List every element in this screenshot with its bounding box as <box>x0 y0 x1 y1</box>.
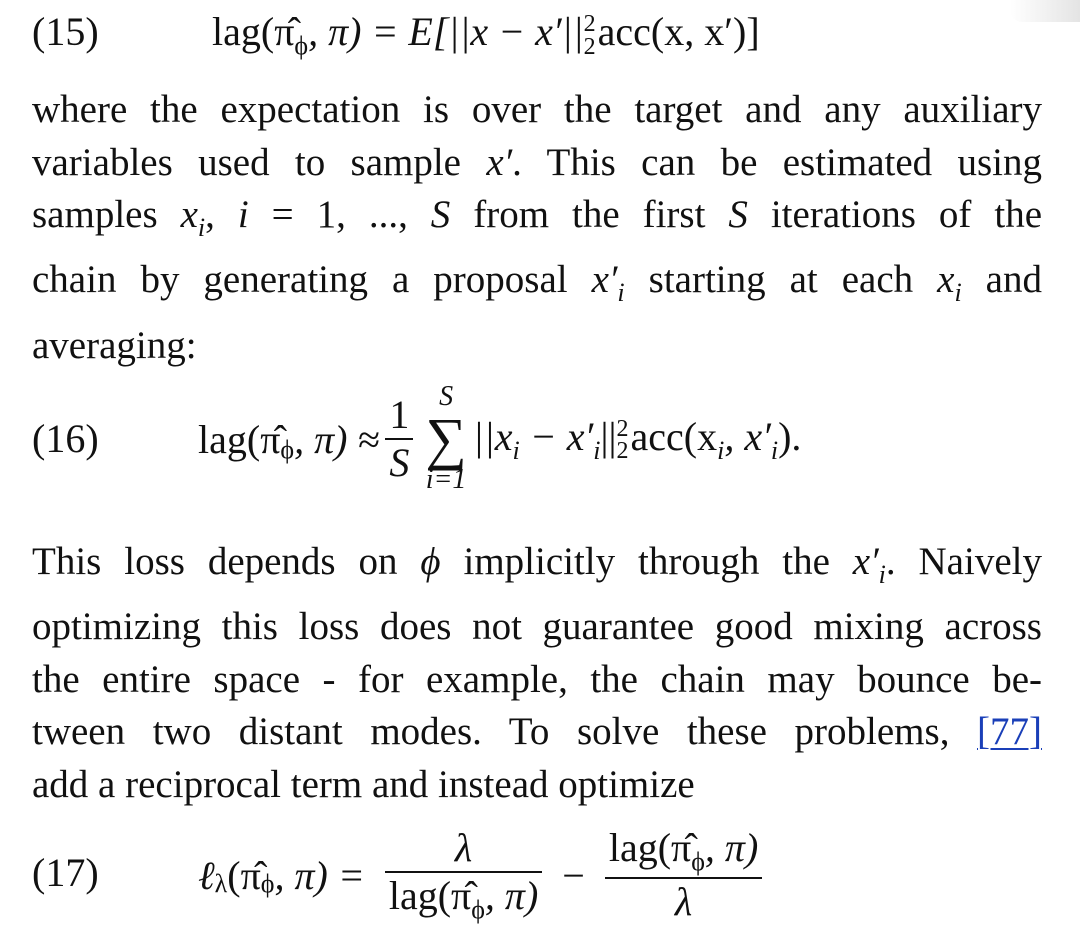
paragraph-2-line-1 <box>32 536 1042 601</box>
text-span: implicitly through the <box>440 540 853 583</box>
text-span: = 1, ..., <box>248 193 431 236</box>
equation-number: (17) <box>32 850 99 895</box>
eq17-frac1-num: λ <box>454 825 473 871</box>
text-span: iterations of the <box>747 193 1043 236</box>
eq15-norm-sub: 2 <box>583 33 596 60</box>
math-part: lag(π̂ <box>388 873 472 919</box>
math-sub: i <box>878 559 886 589</box>
eq17-frac2-num <box>605 825 762 877</box>
equation-16 <box>32 365 1052 515</box>
math-sub: ϕ <box>471 895 485 925</box>
math-part: − x′ <box>519 413 594 459</box>
equation-17-body <box>198 815 768 935</box>
equation-15 <box>32 8 1052 64</box>
eq15-lhs-tail: , π) = E[||x − x′|| <box>308 9 584 54</box>
citation-link-77[interactable]: [77] <box>977 710 1042 754</box>
math-inline: S <box>430 193 451 236</box>
text-span: from the first <box>450 193 729 236</box>
eq15-norm-scripts <box>584 13 596 59</box>
eq17-lhs-sub: ϕ <box>260 869 275 898</box>
paragraph-2-line-3: the entire space - for example, the chain may bounce be- <box>32 657 1042 701</box>
eq16-fraction <box>385 392 413 486</box>
eq16-summand <box>473 413 802 466</box>
eq15-pow: 2 <box>583 11 596 38</box>
paragraph-2-line-5: add a reciprocal term and instead optimize <box>32 762 695 806</box>
math-sub: i <box>512 435 520 465</box>
eq15-lhs-sub: ϕ <box>294 31 309 60</box>
eq16-norm-scripts <box>616 415 629 465</box>
eq16-norm-sub: 2 <box>616 438 629 465</box>
paragraph-1-line-2 <box>32 137 1042 190</box>
paragraph-1-line-4 <box>32 254 1042 319</box>
text-span: . This can be estimated using <box>512 140 1042 184</box>
eq16-lhs-sub: ϕ <box>280 435 295 464</box>
math-part: acc(x <box>630 413 718 459</box>
paragraph-1-line-5: averaging: <box>32 323 197 367</box>
paragraph-2-line-4 <box>32 706 1042 759</box>
text-span: This loss depends on <box>32 540 421 583</box>
equation-17 <box>32 815 1052 935</box>
math-part: , π) <box>704 825 759 871</box>
eq16-lhs: lag(π̂ <box>198 416 281 462</box>
equation-number: (16) <box>32 416 99 461</box>
eq17-ell: ℓ <box>198 852 215 898</box>
math-sub: i <box>954 278 962 308</box>
eq17-minus: − <box>562 852 585 898</box>
math-part: ||x <box>472 413 513 459</box>
eq16-frac-den: S <box>389 440 410 485</box>
text-span: samples <box>32 193 181 236</box>
paragraph-1-line-1: where the expectation is over the target and any auxiliary <box>32 88 1042 131</box>
math-part: , x′ <box>724 413 771 459</box>
math-inline: x <box>937 258 955 302</box>
sum-upper-limit: S <box>439 381 454 413</box>
math-inline: x′ <box>852 540 879 583</box>
text-span: variables used to sample <box>32 140 487 184</box>
sum-symbol: ∑ <box>425 405 467 471</box>
text-span: , <box>205 193 238 236</box>
text-span: tween two distant modes. To solve these problems, <box>32 710 978 754</box>
math-inline: x <box>180 193 198 236</box>
math-inline: x′ <box>591 258 618 302</box>
eq17-fraction-1 <box>385 825 542 925</box>
text-span: chain by generating a proposal <box>32 258 592 302</box>
eq16-lhs-tail: , π) ≈ <box>294 416 380 462</box>
math-sub: i <box>770 435 779 465</box>
math-part: ). <box>778 413 802 459</box>
text-span: . Naively <box>885 540 1042 583</box>
math-inline: i <box>237 193 249 236</box>
eq16-pow: 2 <box>616 415 629 442</box>
eq15-lhs: lag(π̂ <box>212 9 295 54</box>
eq17-lhs: (π̂ <box>227 852 261 898</box>
paragraph-1 <box>32 84 1042 372</box>
math-part: , π) <box>484 873 539 919</box>
math-inline: ϕ <box>420 540 441 583</box>
math-inline: S <box>728 193 748 236</box>
equation-16-body <box>198 369 801 509</box>
math-part: || <box>600 413 617 459</box>
math-part: lag(π̂ <box>608 825 692 871</box>
math-sub: i <box>617 278 625 308</box>
equation-number: (15) <box>32 9 99 54</box>
eq17-lhs-tail: , π) = <box>274 852 365 898</box>
eq15-rhs-tail: acc(x, x′)] <box>597 9 760 54</box>
text-span: starting at each <box>624 258 938 302</box>
math-sub: i <box>197 212 206 242</box>
math-sub: ϕ <box>691 847 705 877</box>
text-span: and <box>961 258 1042 302</box>
sum-lower-limit: i=1 <box>425 464 467 496</box>
math-sub: i <box>593 435 601 465</box>
math-sub: i <box>717 435 725 465</box>
eq17-fraction-2 <box>605 825 762 925</box>
eq17-frac2-den: λ <box>674 878 693 924</box>
equation-15-body <box>212 8 760 61</box>
eq16-frac-num: 1 <box>389 392 410 437</box>
paragraph-2-line-2: optimizing this loss does not guarantee good mixing across <box>32 605 1042 649</box>
eq17-frac1-den <box>385 873 542 925</box>
math-inline: x′ <box>486 140 513 184</box>
eq16-summation <box>425 382 466 496</box>
eq17-ell-sub: λ <box>214 869 228 898</box>
paragraph-2 <box>32 536 1042 811</box>
paragraph-1-line-3 <box>32 189 1042 254</box>
